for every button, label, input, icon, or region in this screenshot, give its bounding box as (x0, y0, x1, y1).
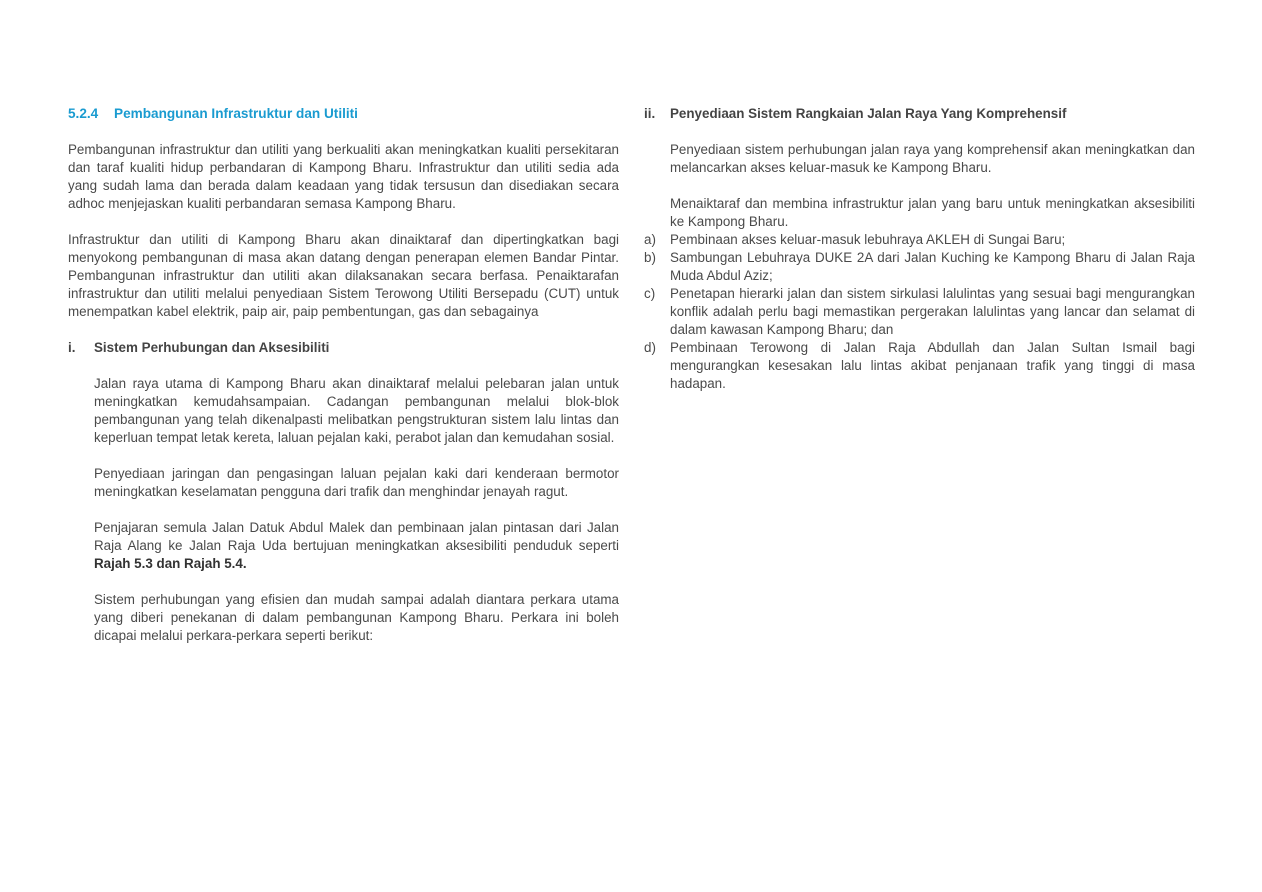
subsection-ii-heading (644, 105, 1195, 123)
list-item (644, 339, 1195, 393)
list-item-text: Sambungan Lebuhraya DUKE 2A dari Jalan Kuching ke Kampong Bharu di Jalan Raja Muda Abdul Aziz; (670, 250, 1195, 283)
subsection-i-paragraph-1: Jalan raya utama di Kampong Bharu akan dinaiktaraf melalui pelebaran jalan untuk meningkatkan kemudahsampaian. Cadangan pembangunan melalui blok-blok pembangunan yang telah dikenalpasti melibatkan pengstrukturan sistem lalu lintas dan keperluan tempat letak kereta, laluan pejalan kaki, perabot jalan dan kemudahan sosial. (94, 376, 619, 445)
list-marker: b) (644, 250, 656, 265)
figure-reference: Rajah 5.3 dan Rajah 5.4. (94, 556, 247, 571)
subsection-i-title: Sistem Perhubungan dan Aksesibiliti (94, 340, 330, 355)
section-number: 5.2.4 (68, 106, 99, 121)
list-item (644, 249, 1195, 285)
list-item-text: Pembinaan Terowong di Jalan Raja Abdullah dan Jalan Sultan Ismail bagi mengurangkan kesesakan lalu lintas akibat penjanaan trafik yang tinggi di masa hadapan. (670, 340, 1195, 391)
paragraph-3-text: Penjajaran semula Jalan Datuk Abdul Malek dan pembinaan jalan pintasan dari Jalan Raja Alang ke Jalan Raja Uda bertujuan meningkatkan aksesibiliti penduduk seperti (94, 520, 619, 553)
list-item-text: Penetapan hierarki jalan dan sistem sirkulasi lalulintas yang sesuai bagi mengurangkan konflik adalah perlu bagi memastikan pergerakan lalulintas yang lancar dan selamat di dalam kawasan Kampong Bharu; dan (670, 286, 1195, 337)
subsection-i-paragraph-4: Sistem perhubungan yang efisien dan mudah sampai adalah diantara perkara utama yang diberi penekanan di dalam pembangunan Kampong Bharu. Perkara ini boleh dicapai melalui perkara-perkara seperti berikut: (94, 592, 619, 643)
intro-paragraph-1: Pembangunan infrastruktur dan utiliti yang berkualiti akan meningkatkan kualiti persekitaran dan taraf kualiti hidup perbandaran di Kampong Bharu. Infrastruktur dan utiliti sedia ada yang sudah lama dan berada dalam keadaan yang tidak tersusun dan disediakan secara adhoc menjejaskan kualiti perbandaran semasa Kampong Bharu. (68, 142, 619, 211)
list-marker: d) (644, 340, 656, 355)
section-heading (68, 105, 619, 123)
subsection-i-heading (68, 339, 619, 357)
list-item (644, 231, 1195, 249)
list-marker: c) (644, 286, 656, 301)
subsection-ii-title: Penyediaan Sistem Rangkaian Jalan Raya Yang Komprehensif (670, 106, 1067, 121)
subsection-i-paragraph-3 (94, 519, 619, 573)
subsection-ii-number: ii. (644, 106, 656, 121)
subsection-i-paragraph-2: Penyediaan jaringan dan pengasingan laluan pejalan kaki dari kenderaan bermotor meningkatkan keselamatan pengguna dari trafik dan menghindar jenayah ragut. (94, 466, 619, 499)
left-column (68, 105, 619, 645)
list-item (644, 285, 1195, 339)
list-marker: a) (644, 232, 656, 247)
section-title: Pembangunan Infrastruktur dan Utiliti (114, 106, 358, 121)
subsection-ii-paragraph-2: Menaiktaraf dan membina infrastruktur jalan yang baru untuk meningkatkan aksesibiliti ke Kampong Bharu. (670, 196, 1195, 229)
intro-paragraph-2: Infrastruktur dan utiliti di Kampong Bharu akan dinaiktaraf dan dipertingkatkan bagi menyokong pembangunan di masa akan datang dengan penerapan elemen Bandar Pintar. Pembangunan infrastruktur dan utiliti akan dilaksanakan secara berfasa. Penaiktarafan infrastruktur dan utiliti melalui penyediaan Sistem Terowong Utiliti Bersepadu (CUT) untuk menempatkan kabel elektrik, paip air, paip pembentungan, gas dan sebagainya (68, 232, 619, 319)
subsection-ii-paragraph-1: Penyediaan sistem perhubungan jalan raya yang komprehensif akan meningkatkan dan melancarkan akses keluar-masuk ke Kampong Bharu. (670, 142, 1195, 175)
subsection-i-number: i. (68, 340, 76, 355)
right-column (644, 105, 1195, 393)
measures-list (644, 231, 1195, 393)
list-item-text: Pembinaan akses keluar-masuk lebuhraya AKLEH di Sungai Baru; (670, 232, 1066, 247)
